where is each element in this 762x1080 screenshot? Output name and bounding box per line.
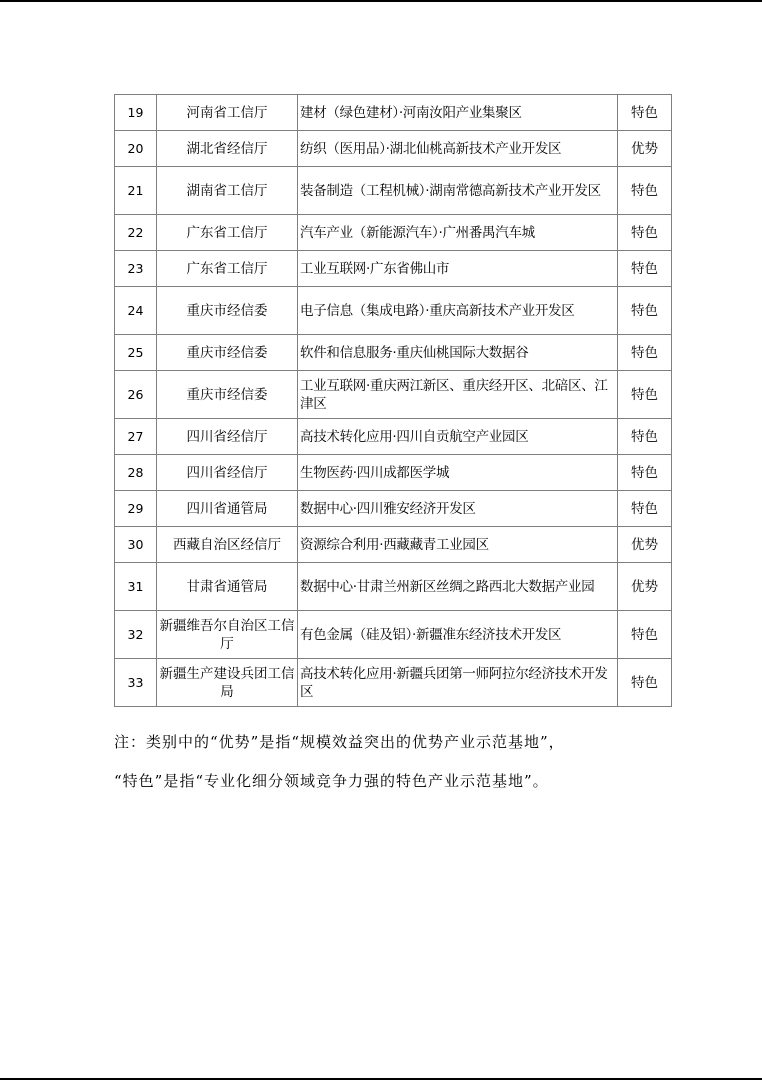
category-cell: 特色 — [618, 491, 672, 527]
row-number: 22 — [115, 215, 157, 251]
row-number: 25 — [115, 335, 157, 371]
top-border-line — [0, 0, 762, 2]
product-location-cell: 高技术转化应用·四川自贡航空产业园区 — [298, 419, 618, 455]
department-cell: 广东省工信厅 — [157, 215, 298, 251]
product-location-cell: 工业互联网·广东省佛山市 — [298, 251, 618, 287]
table-body — [115, 95, 672, 707]
table-row — [115, 419, 672, 455]
product-location-cell: 纺织（医用品）·湖北仙桃高新技术产业开发区 — [298, 131, 618, 167]
demonstration-base-table — [114, 94, 672, 707]
department-cell: 重庆市经信委 — [157, 335, 298, 371]
table-row — [115, 287, 672, 335]
category-cell: 特色 — [618, 215, 672, 251]
table-row — [115, 131, 672, 167]
department-cell: 重庆市经信委 — [157, 287, 298, 335]
product-location-cell: 数据中心·甘肃兰州新区丝绸之路西北大数据产业园 — [298, 563, 618, 611]
table-row — [115, 371, 672, 419]
department-cell: 湖南省工信厅 — [157, 167, 298, 215]
table-row — [115, 611, 672, 659]
product-location-cell: 软件和信息服务·重庆仙桃国际大数据谷 — [298, 335, 618, 371]
department-cell: 湖北省经信厅 — [157, 131, 298, 167]
category-cell: 特色 — [618, 371, 672, 419]
category-cell: 特色 — [618, 251, 672, 287]
table-row — [115, 167, 672, 215]
product-location-cell: 数据中心·四川雅安经济开发区 — [298, 491, 618, 527]
department-cell: 四川省通管局 — [157, 491, 298, 527]
department-cell: 西藏自治区经信厅 — [157, 527, 298, 563]
row-number: 20 — [115, 131, 157, 167]
table-row — [115, 455, 672, 491]
category-cell: 特色 — [618, 455, 672, 491]
category-cell: 特色 — [618, 335, 672, 371]
category-cell: 特色 — [618, 167, 672, 215]
product-location-cell: 工业互联网·重庆两江新区、重庆经开区、北碚区、江津区 — [298, 371, 618, 419]
row-number: 19 — [115, 95, 157, 131]
department-cell: 重庆市经信委 — [157, 371, 298, 419]
row-number: 26 — [115, 371, 157, 419]
product-location-cell: 装备制造（工程机械）·湖南常德高新技术产业开发区 — [298, 167, 618, 215]
table-row — [115, 215, 672, 251]
table-row — [115, 491, 672, 527]
row-number: 31 — [115, 563, 157, 611]
department-cell: 四川省经信厅 — [157, 455, 298, 491]
table-row — [115, 251, 672, 287]
category-cell: 优势 — [618, 131, 672, 167]
department-cell: 新疆维吾尔自治区工信厅 — [157, 611, 298, 659]
category-cell: 特色 — [618, 611, 672, 659]
row-number: 21 — [115, 167, 157, 215]
department-cell: 河南省工信厅 — [157, 95, 298, 131]
department-cell: 甘肃省通管局 — [157, 563, 298, 611]
product-location-cell: 资源综合利用·西藏藏青工业园区 — [298, 527, 618, 563]
table-row — [115, 659, 672, 707]
product-location-cell: 高技术转化应用·新疆兵团第一师阿拉尔经济技术开发区 — [298, 659, 618, 707]
category-cell: 优势 — [618, 563, 672, 611]
row-number: 33 — [115, 659, 157, 707]
row-number: 29 — [115, 491, 157, 527]
product-location-cell: 电子信息（集成电路）·重庆高新技术产业开发区 — [298, 287, 618, 335]
row-number: 27 — [115, 419, 157, 455]
row-number: 32 — [115, 611, 157, 659]
category-cell: 特色 — [618, 287, 672, 335]
row-number: 28 — [115, 455, 157, 491]
row-number: 23 — [115, 251, 157, 287]
row-number: 24 — [115, 287, 157, 335]
row-number: 30 — [115, 527, 157, 563]
product-location-cell: 有色金属（硅及铝）·新疆准东经济技术开发区 — [298, 611, 618, 659]
table-row — [115, 95, 672, 131]
table-row — [115, 335, 672, 371]
product-location-cell: 生物医药·四川成都医学城 — [298, 455, 618, 491]
footnote-line-1: 注：类别中的“优势”是指“规模效益突出的优势产业示范基地”， — [114, 733, 565, 751]
table-row — [115, 563, 672, 611]
product-location-cell: 建材（绿色建材）·河南汝阳产业集聚区 — [298, 95, 618, 131]
category-cell: 特色 — [618, 659, 672, 707]
department-cell: 新疆生产建设兵团工信局 — [157, 659, 298, 707]
department-cell: 广东省工信厅 — [157, 251, 298, 287]
table-row — [115, 527, 672, 563]
footnote-line-2: “特色”是指“专业化细分领域竞争力强的特色产业示范基地”。 — [114, 772, 549, 790]
product-location-cell: 汽车产业（新能源汽车）·广州番禺汽车城 — [298, 215, 618, 251]
category-cell: 优势 — [618, 527, 672, 563]
department-cell: 四川省经信厅 — [157, 419, 298, 455]
category-cell: 特色 — [618, 95, 672, 131]
category-cell: 特色 — [618, 419, 672, 455]
